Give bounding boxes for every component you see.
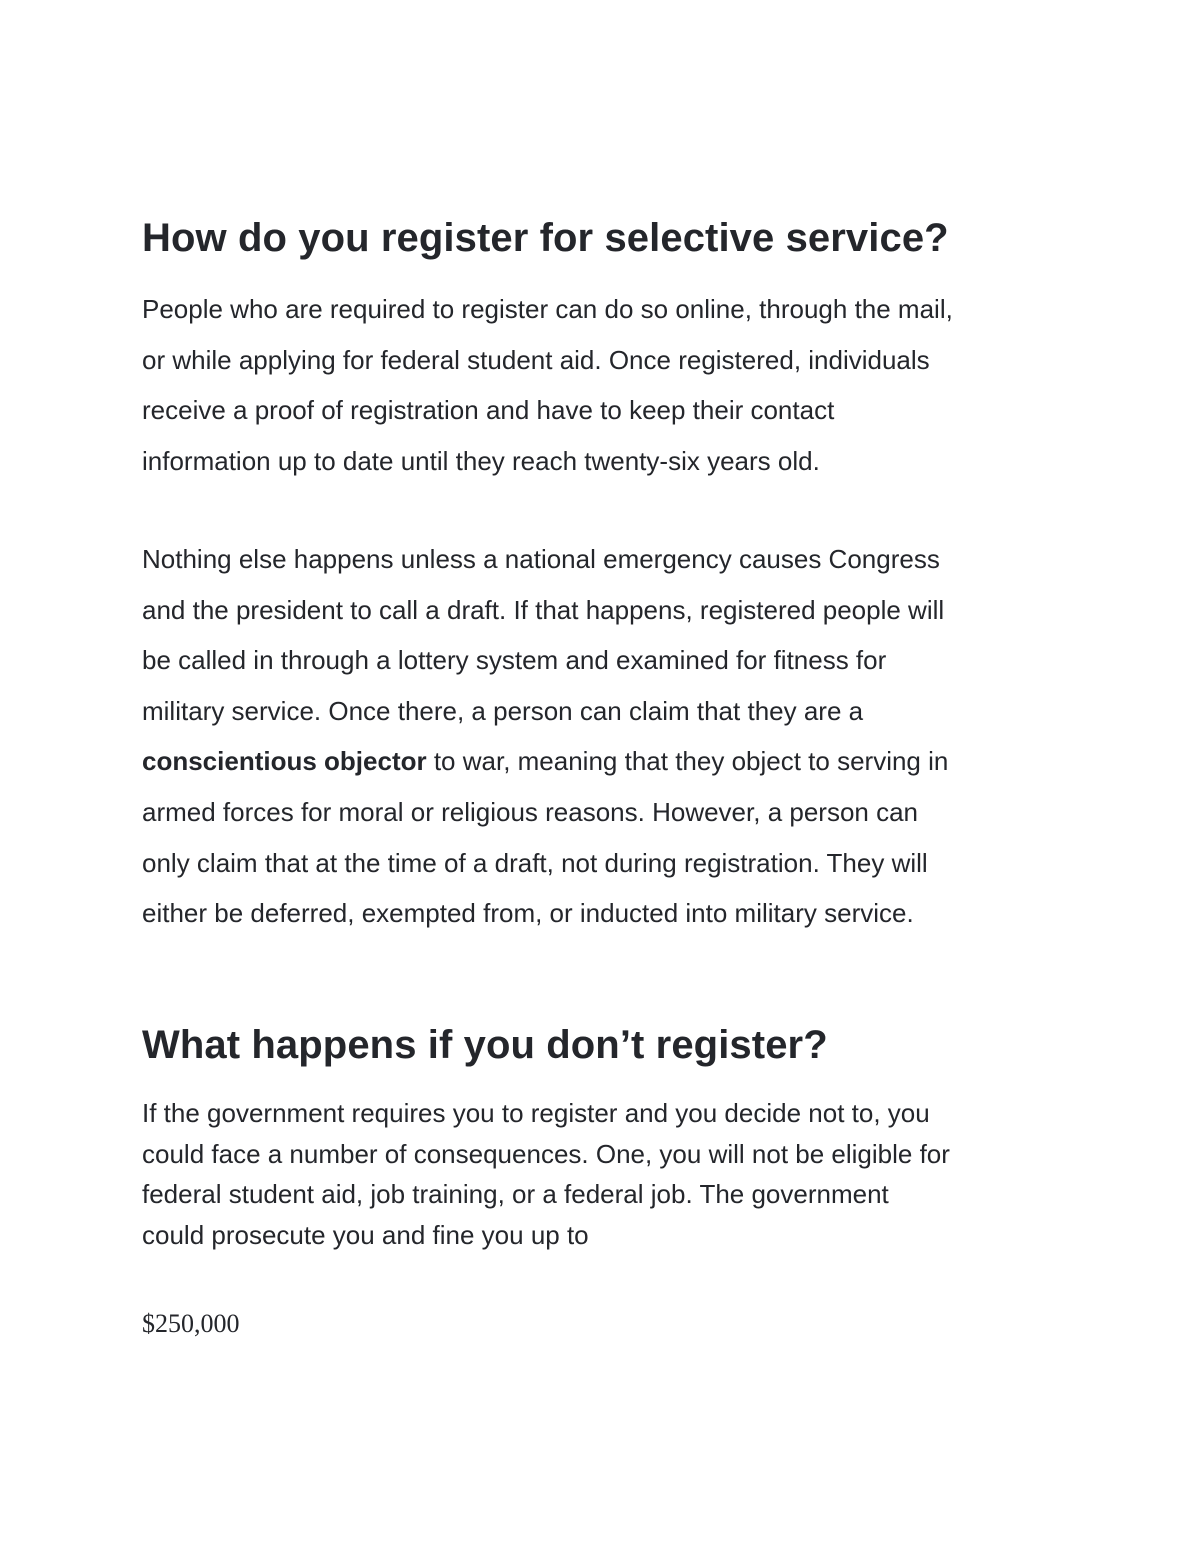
text-line: If the government requires you to register and you decide not to, you — [142, 1098, 930, 1128]
text-line: information up to date until they reach twenty-six years old. — [142, 445, 820, 476]
text-line: be called in through a lottery system and examined for fitness for — [142, 645, 887, 676]
text-line: and the president to call a draft. If that happens, registered people will — [142, 594, 945, 625]
text-line: could face a number of consequences. One, you will not be eligible for — [142, 1138, 950, 1169]
paragraph-draft-process — [142, 534, 1082, 939]
text-line: armed forces for moral or religious reasons. However, a person can — [142, 796, 919, 827]
paragraph-consequences — [142, 1093, 1082, 1255]
bold-term-conscientious-objector: conscientious objector — [142, 746, 427, 777]
section-heading-register: How do you register for selective service? — [142, 216, 949, 260]
text-line: Nothing else happens unless a national emergency causes Congress — [142, 544, 940, 574]
text-line: only claim that at the time of a draft, not during registration. They will — [142, 847, 928, 878]
text-line: receive a proof of registration and have to keep their contact — [142, 395, 835, 426]
paragraph-how-to-register — [142, 284, 1082, 486]
section-heading-consequences: What happens if you don’t register? — [142, 1023, 828, 1067]
text-line: federal student aid, job training, or a federal job. The government — [142, 1179, 889, 1210]
text-line: military service. Once there, a person can claim that they are a — [142, 695, 864, 726]
text-line: People who are required to register can do so online, through the mail, — [142, 294, 953, 324]
text-line: or while applying for federal student aid. Once registered, individuals — [142, 344, 930, 375]
text-line-with-term — [142, 736, 1082, 787]
text-line-rest: to war, meaning that they object to serving in — [426, 746, 949, 777]
text-line: could prosecute you and fine you up to — [142, 1219, 589, 1250]
fine-amount: $250,000 — [142, 1309, 240, 1338]
text-line: either be deferred, exempted from, or inducted into military service. — [142, 898, 914, 929]
